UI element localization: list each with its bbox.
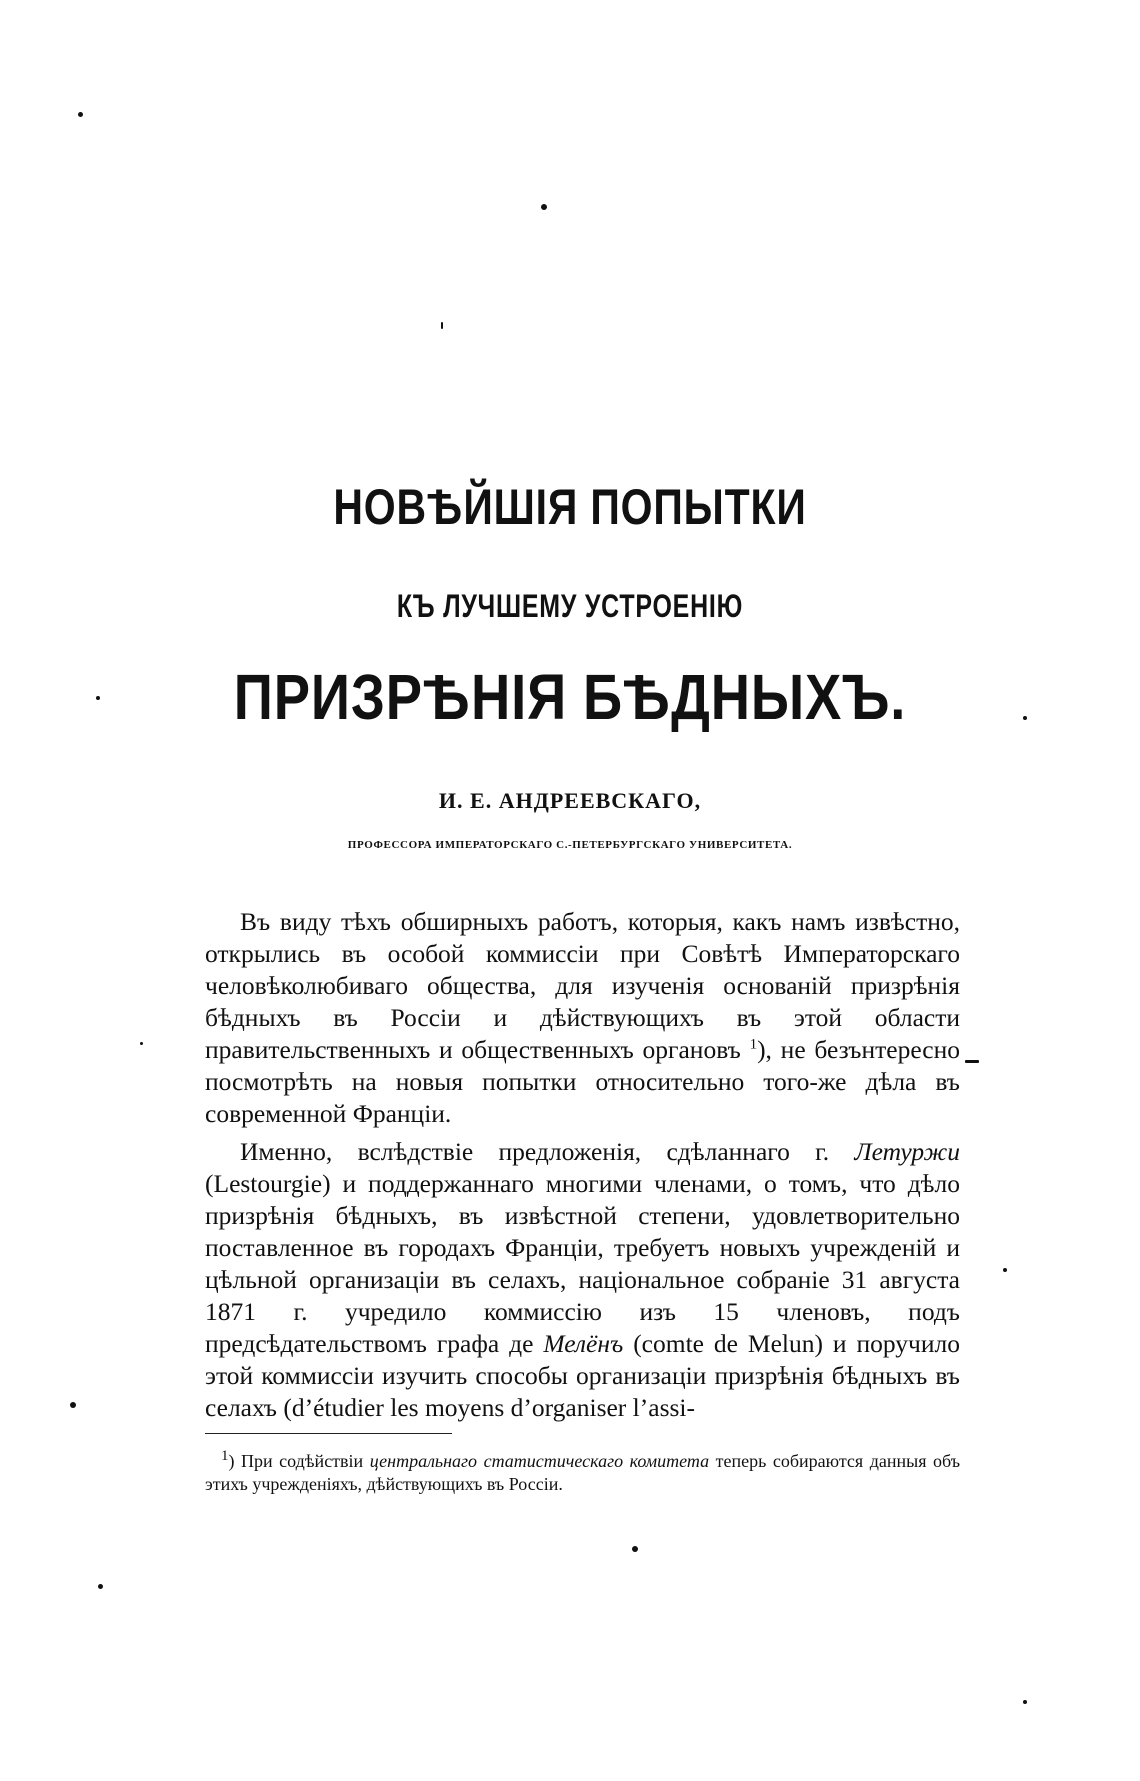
author-affiliation: ПРОФЕССОРА ИМПЕРАТОРСКАГО С.-ПЕТЕРБУРГСКАГО УНИВЕРСИТЕТА. (347, 839, 793, 851)
paragraph-1-text: Въ виду тѣхъ обширныхъ работъ, которыя, какъ намъ извѣстно, открылись въ особой коммиссіи при Совѣтѣ Императорскаго человѣколюбиваго общества, для изученія основаній призрѣнія бѣдныхъ въ Россіи и дѣйствующихъ въ этой области правительственныхъ и общественныхъ органовъ (205, 907, 960, 1064)
footnote-text: ) При содѣйствіи (228, 1451, 364, 1471)
scan-speck (140, 1042, 143, 1045)
paragraph-2-text: Именно, вслѣдствіе предложенія, сдѣланнаго г. (240, 1137, 830, 1166)
footnote-text-end: теперь собираются данныя объ этихъ учрежденіяхъ, дѣйствующихъ въ Россіи. (205, 1451, 961, 1494)
scan-speck (632, 1546, 638, 1552)
scan-speck (1023, 1700, 1027, 1704)
footnote-paragraph (205, 1450, 960, 1496)
scan-speck (96, 696, 100, 700)
footnote-divider (205, 1433, 452, 1434)
scan-speck (965, 1060, 979, 1063)
footnote-reference: 1 (749, 1036, 758, 1053)
paragraph-1 (205, 906, 960, 1130)
footnote (205, 1450, 960, 1496)
scan-speck (98, 1584, 103, 1589)
body-text (205, 906, 960, 1424)
paragraph-2 (205, 1136, 960, 1424)
footnote-italic: центральнаго статистическаго комитета (369, 1451, 710, 1471)
title-line-2: КЪ ЛУЧШЕМУ УСТРОЕНІЮ (396, 588, 744, 624)
title-line-3: ПРИЗРѢНІЯ БѢДНЫХЪ. (233, 661, 907, 733)
author-name: И. Е. АНДРЕЕВСКАГО, (438, 788, 702, 813)
scan-speck (78, 112, 83, 117)
footnote-marker: 1 (221, 1448, 229, 1464)
name-italic-1: Летуржи (854, 1137, 960, 1166)
title-line-1: НОВѢЙШІЯ ПОПЫТКИ (333, 479, 807, 535)
scan-speck (441, 322, 443, 329)
scan-speck (541, 204, 547, 210)
scan-speck (1023, 716, 1027, 720)
paragraph-2-text-end: (comte de Melun) и поручило этой коммиссіи изучить способы организаціи призрѣнія бѣдныхъ въ селахъ (d’étudier les moyens d’organiser l’assi- (205, 1329, 961, 1422)
paragraph-2-text-middle: (Lestourgie) и поддержаннаго многими членами, о томъ, что дѣло призрѣнія бѣдныхъ, въ извѣстной степени, удовлетворительно поставленное въ городахъ Франціи, требуетъ новыхъ учрежденій и цѣльной организаціи въ селахъ, національное собраніе 31 августа 1871 г. учредило коммиссію изъ 15 членовъ, подъ предсѣдательствомъ графа де (205, 1169, 960, 1358)
paragraph-1-text-end: ), не безънтересно посмотрѣть на новыя попытки относительно того-же дѣла въ современной Франціи. (205, 1035, 960, 1128)
name-italic-2: Мелёнъ (543, 1329, 624, 1358)
scan-speck (1003, 1268, 1007, 1272)
scan-speck (70, 1402, 76, 1408)
